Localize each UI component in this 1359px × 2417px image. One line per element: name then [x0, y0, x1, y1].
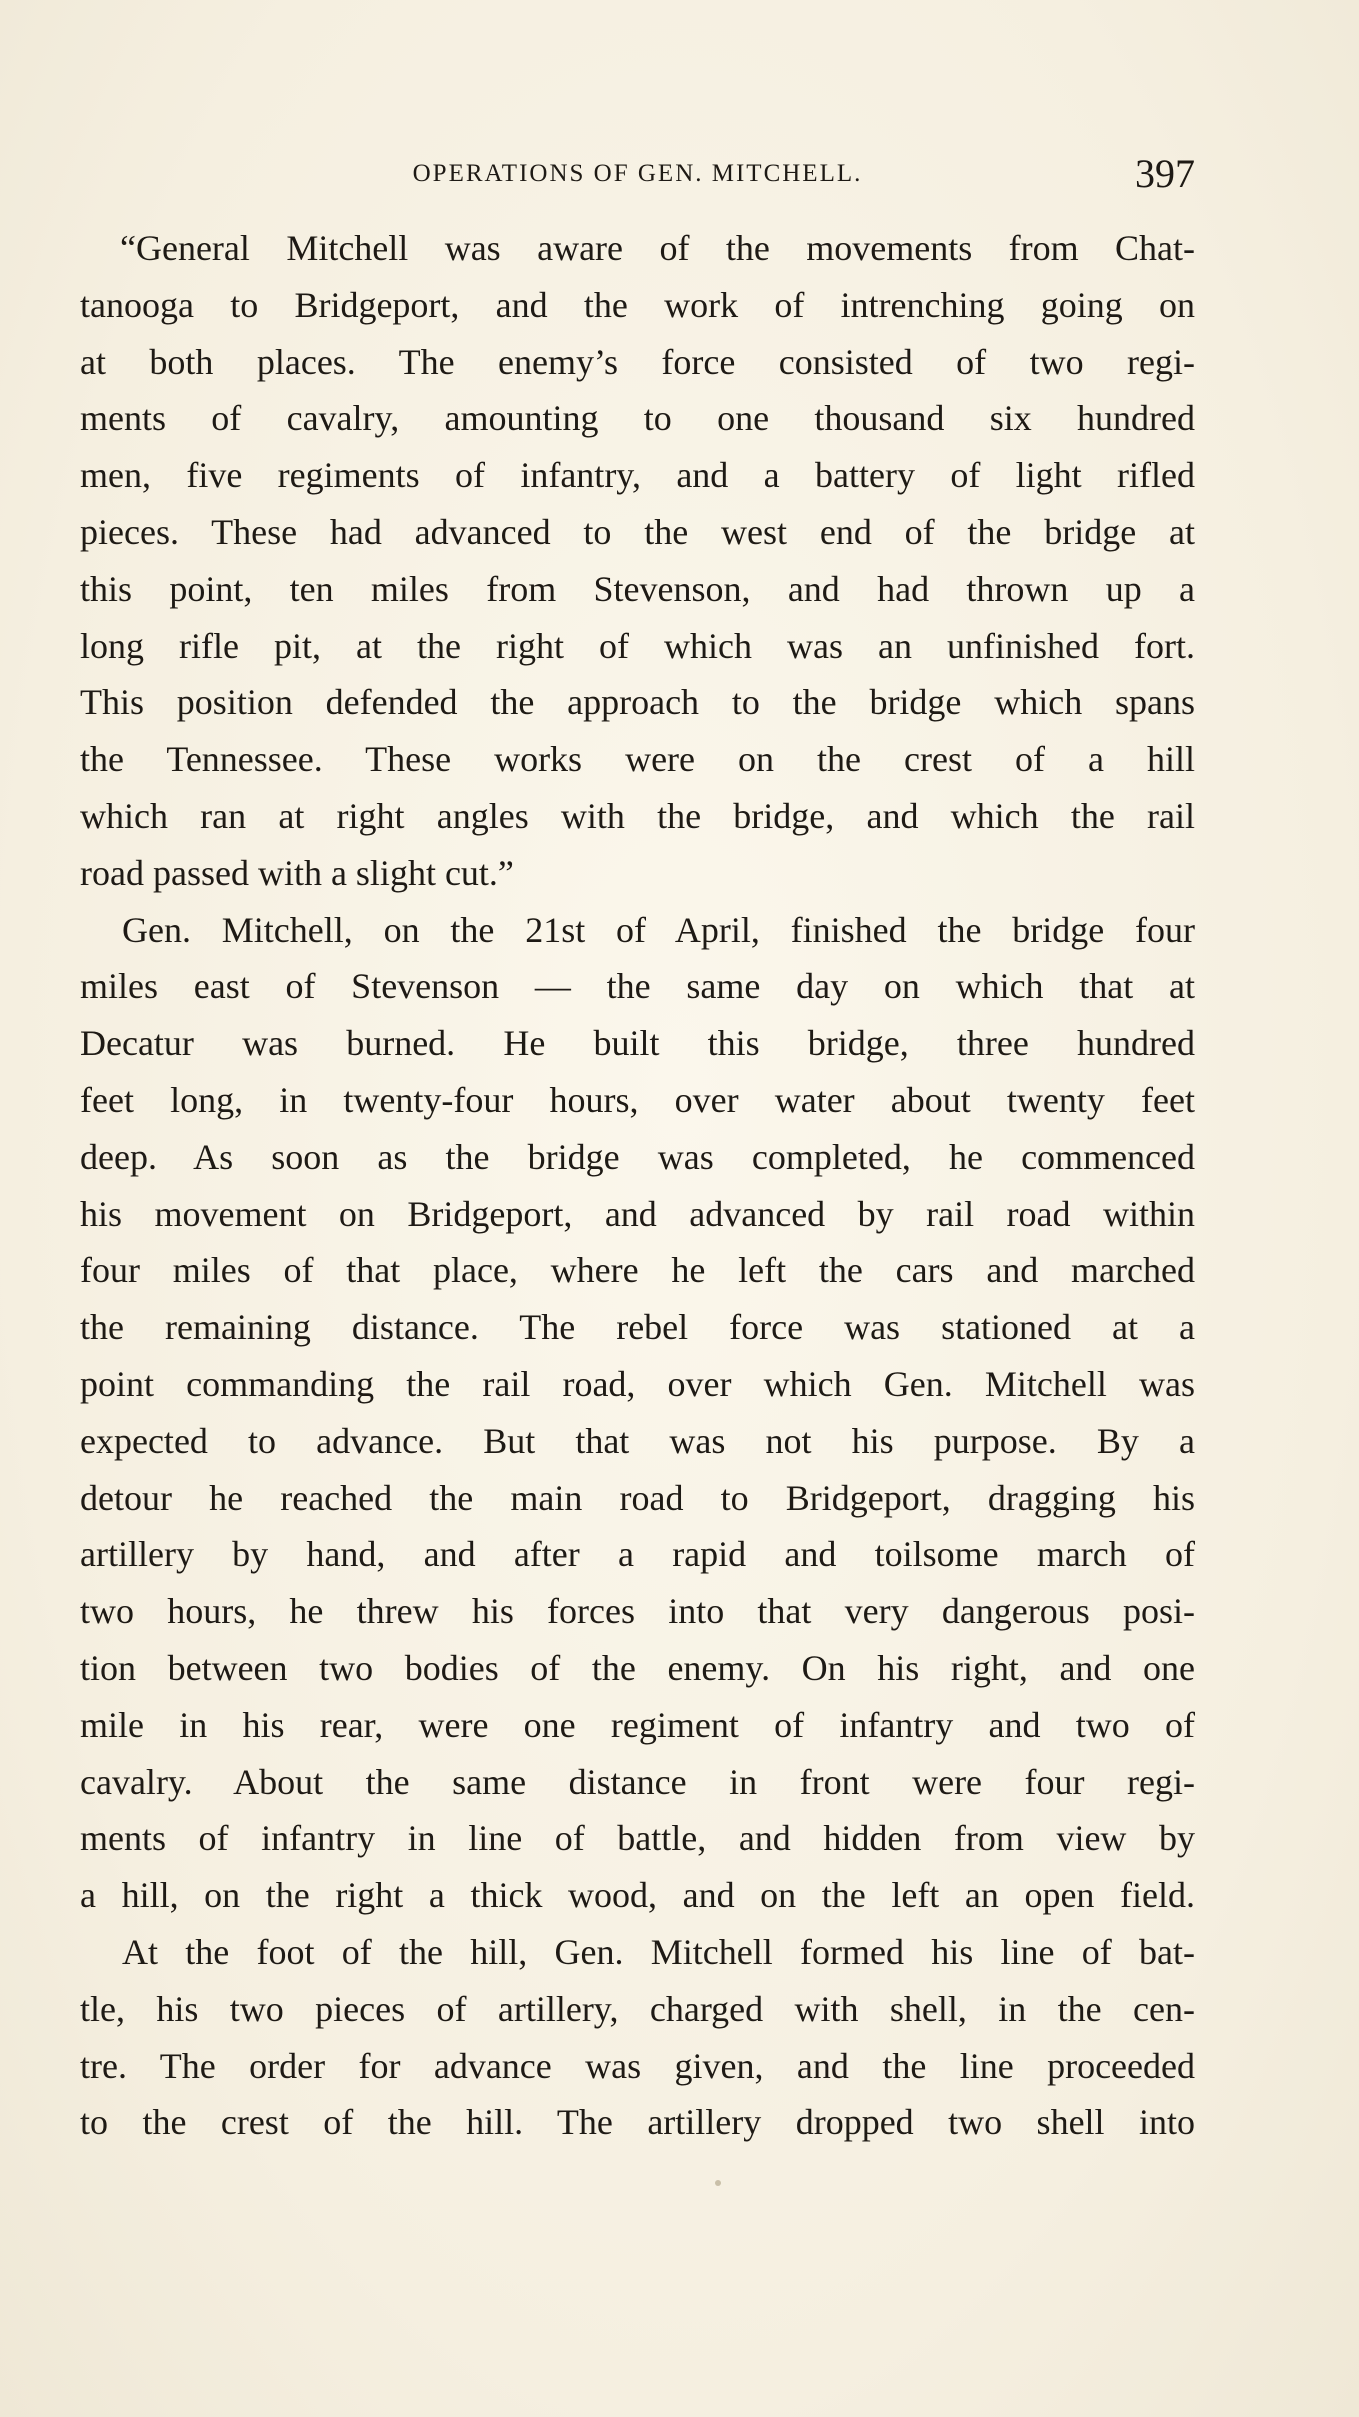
text-line: a hill, on the right a thick wood, and on the left an open field. [80, 1875, 1195, 1916]
text-line: expected to advance. But that was not his purpose. By a [80, 1420, 1195, 1461]
text-line: his movement on Bridgeport, and advanced by rail road within [80, 1193, 1195, 1234]
text-line: pieces. These had advanced to the west end of the bridge at [80, 511, 1195, 552]
text-line: ments of cavalry, amounting to one thousand six hundred [80, 398, 1195, 439]
text-line: Decatur was burned. He built this bridge, three hundred [80, 1023, 1195, 1064]
text-line: mile in his rear, were one regiment of infantry and two of [80, 1704, 1195, 1745]
text-line: At the foot of the hill, Gen. Mitchell formed his line of bat- [122, 1931, 1195, 1972]
text-line: tre. The order for advance was given, and the line proceeded [80, 2045, 1195, 2086]
text-line: detour he reached the main road to Bridgeport, dragging his [80, 1477, 1195, 1518]
body-text [80, 220, 1195, 2151]
text-line: deep. As soon as the bridge was completed, he commenced [80, 1136, 1195, 1177]
text-line: ments of infantry in line of battle, and hidden from view by [80, 1818, 1195, 1859]
text-line: point commanding the rail road, over which Gen. Mitchell was [80, 1363, 1195, 1404]
text-line: the remaining distance. The rebel force was stationed at a [80, 1307, 1195, 1348]
text-line: two hours, he threw his forces into that very dangerous posi- [80, 1591, 1195, 1632]
text-line: which ran at right angles with the bridge, and which the rail [80, 795, 1195, 836]
text-line: the Tennessee. These works were on the crest of a hill [80, 739, 1195, 780]
text-line: this point, ten miles from Stevenson, and had thrown up a [80, 568, 1195, 609]
page-number: 397 [1135, 151, 1195, 196]
text-line: men, five regiments of infantry, and a battery of light rifled [80, 455, 1195, 496]
running-head [80, 150, 1195, 200]
text-line: to the crest of the hill. The artillery dropped two shell into [80, 2102, 1195, 2143]
text-line: at both places. The enemy’s force consisted of two regi- [80, 341, 1195, 382]
text-line: feet long, in twenty-four hours, over water about twenty feet [80, 1079, 1195, 1120]
running-title: OPERATIONS OF GEN. MITCHELL. [412, 160, 863, 187]
text-line: This position defended the approach to the bridge which spans [80, 682, 1195, 723]
text-line: tion between two bodies of the enemy. On his right, and one [80, 1647, 1195, 1688]
ink-speck [715, 2180, 721, 2186]
text-line: miles east of Stevenson — the same day on which that at [80, 966, 1195, 1007]
text-line: long rifle pit, at the right of which was an unfinished fort. [80, 625, 1195, 666]
text-line: tle, his two pieces of artillery, charged with shell, in the cen- [80, 1988, 1195, 2029]
text-line: four miles of that place, where he left the cars and marched [80, 1250, 1195, 1291]
text-line: Gen. Mitchell, on the 21st of April, finished the bridge four [122, 909, 1195, 950]
text-line: tanooga to Bridgeport, and the work of intrenching going on [80, 284, 1195, 325]
text-line: cavalry. About the same distance in front were four regi- [80, 1761, 1195, 1802]
text-line: road passed with a slight cut.” [80, 852, 514, 893]
text-line: “General Mitchell was aware of the movements from Chat- [120, 228, 1195, 268]
text-line: artillery by hand, and after a rapid and toilsome march of [80, 1534, 1195, 1575]
